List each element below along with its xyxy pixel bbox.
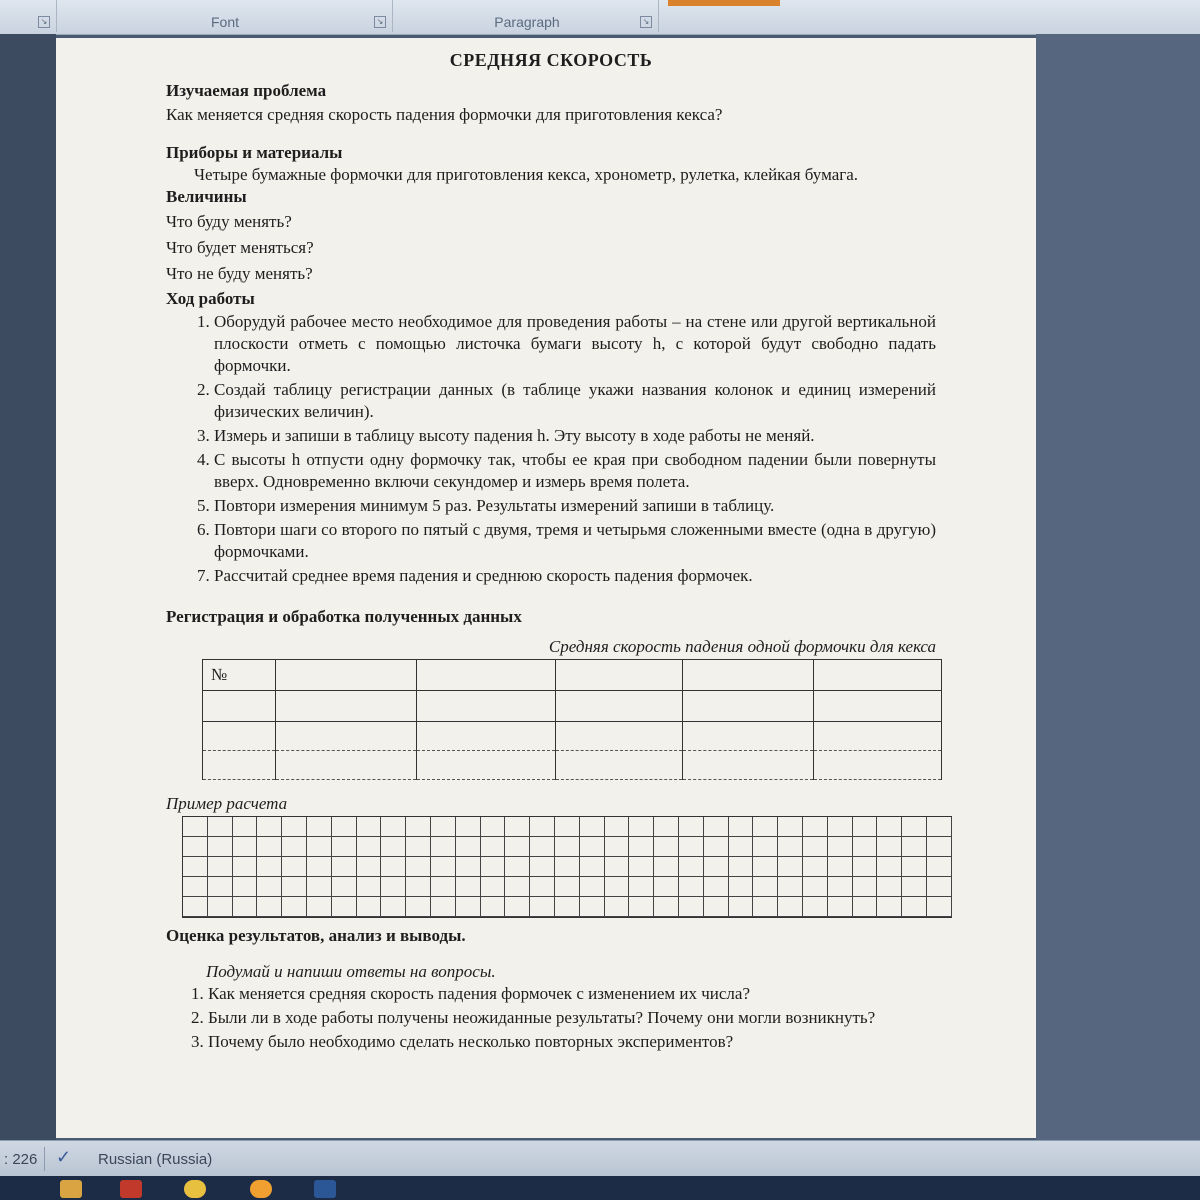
table-cell[interactable] — [417, 722, 556, 751]
grid-cell — [431, 817, 456, 837]
chrome-icon[interactable] — [184, 1180, 206, 1198]
grid-cell — [381, 817, 406, 837]
grid-cell — [828, 857, 853, 877]
quantities-heading: Величины — [166, 187, 247, 206]
ribbon-group-label: Paragraph — [494, 14, 560, 30]
procedure-step: 5. Повтори измерения минимум 5 раз. Результаты измерений запиши в таблицу. — [214, 495, 936, 517]
grid-cell — [456, 857, 481, 877]
grid-cell — [729, 897, 754, 917]
grid-cell — [505, 817, 530, 837]
grid-cell — [456, 877, 481, 897]
grid-cell — [803, 897, 828, 917]
grid-cell — [431, 897, 456, 917]
table-row — [203, 691, 942, 722]
ribbon — [0, 0, 1200, 35]
table-cell[interactable] — [556, 751, 683, 780]
document-body — [166, 50, 936, 1054]
grid-cell — [753, 857, 778, 877]
grid-cell — [282, 857, 307, 877]
grid-cell — [257, 837, 282, 857]
procedure-step: 2. Создай таблицу регистрации данных (в таблице укажи названия колонок и единиц измерений физических величин). — [214, 379, 936, 423]
language-indicator[interactable]: Russian (Russia) — [98, 1151, 213, 1168]
grid-cell — [555, 897, 580, 917]
grid-cell — [233, 817, 258, 837]
grid-cell — [307, 877, 332, 897]
grid-cell — [555, 877, 580, 897]
paragraph-dialog-launcher-icon[interactable]: ↘ — [640, 16, 652, 28]
registration-table[interactable] — [202, 659, 942, 780]
grid-cell — [183, 877, 208, 897]
grid-cell — [580, 817, 605, 837]
grid-cell — [481, 877, 506, 897]
grid-cell — [307, 837, 332, 857]
ribbon-group-font — [58, 0, 393, 32]
grid-cell — [530, 837, 555, 857]
grid-cell — [431, 857, 456, 877]
grid-cell — [803, 877, 828, 897]
grid-cell — [555, 837, 580, 857]
grid-cell — [257, 857, 282, 877]
status-divider — [44, 1147, 45, 1171]
grid-cell — [580, 877, 605, 897]
grid-cell — [233, 837, 258, 857]
example-label: Пример расчета — [166, 794, 288, 813]
table-row — [203, 722, 942, 751]
grid-cell — [704, 877, 729, 897]
grid-cell — [357, 897, 382, 917]
grid-cell — [853, 837, 878, 857]
grid-cell — [654, 857, 679, 877]
grid-cell — [332, 817, 357, 837]
grid-cell — [629, 857, 654, 877]
registration-heading: Регистрация и обработка полученных данных — [166, 607, 522, 626]
grid-cell — [456, 837, 481, 857]
grid-cell — [704, 897, 729, 917]
materials-text: Четыре бумажные формочки для приготовления кекса, хронометр, рулетка, клейкая бумага. — [194, 165, 859, 184]
grid-cell — [208, 897, 233, 917]
grid-cell — [357, 857, 382, 877]
grid-cell — [307, 857, 332, 877]
grid-cell — [257, 877, 282, 897]
table-cell[interactable] — [556, 691, 683, 722]
grid-cell — [282, 877, 307, 897]
grid-cell — [332, 897, 357, 917]
procedure-step: 1. Оборудуй рабочее место необходимое для проведения работы – на стене или другой вертикальной плоскости отметь с помощью листочка бумаги высоту h, с которой будут свободно падать формочки. — [214, 311, 936, 377]
grid-cell — [729, 857, 754, 877]
grid-cell — [406, 817, 431, 837]
quantity-item: Что буду менять? — [166, 212, 292, 231]
grid-cell — [927, 837, 952, 857]
left-workspace — [0, 34, 56, 1140]
table-cell[interactable] — [276, 751, 417, 780]
grid-cell — [381, 897, 406, 917]
evaluation-heading: Оценка результатов, анализ и выводы. — [166, 926, 466, 945]
grid-cell — [803, 837, 828, 857]
table-cell[interactable] — [814, 722, 942, 751]
grid-cell — [456, 897, 481, 917]
grid-cell — [332, 837, 357, 857]
question-item: 1. Как меняется средняя скорость падения формочек с изменением их числа? — [208, 982, 936, 1006]
table-row — [203, 751, 942, 780]
grid-cell — [877, 837, 902, 857]
grid-cell — [778, 837, 803, 857]
grid-cell — [208, 837, 233, 857]
grid-cell — [877, 877, 902, 897]
grid-cell — [605, 877, 630, 897]
grid-cell — [778, 817, 803, 837]
ribbon-group-label: Font — [210, 14, 239, 30]
grid-cell — [332, 857, 357, 877]
grid-cell — [530, 817, 555, 837]
table-cell[interactable] — [683, 751, 814, 780]
grid-cell — [729, 817, 754, 837]
grid-cell — [282, 837, 307, 857]
app-icon[interactable] — [120, 1180, 142, 1198]
grid-cell — [357, 817, 382, 837]
grid-cell — [704, 857, 729, 877]
table-cell[interactable] — [203, 751, 276, 780]
grid-cell — [357, 877, 382, 897]
grid-cell — [381, 877, 406, 897]
table-header-cell[interactable] — [417, 660, 556, 691]
procedure-steps — [166, 311, 936, 587]
grid-cell — [208, 857, 233, 877]
grid-cell — [654, 897, 679, 917]
grid-cell — [877, 857, 902, 877]
grid-cell — [307, 897, 332, 917]
table-cell[interactable] — [276, 722, 417, 751]
grid-cell — [233, 897, 258, 917]
grid-cell — [853, 877, 878, 897]
grid-cell — [778, 857, 803, 877]
grid-cell — [654, 877, 679, 897]
grid-cell — [580, 837, 605, 857]
grid-cell — [233, 857, 258, 877]
grid-cell — [803, 817, 828, 837]
grid-cell — [927, 877, 952, 897]
table-header-cell[interactable]: № — [203, 660, 276, 691]
table-header-cell[interactable] — [556, 660, 683, 691]
grid-cell — [902, 837, 927, 857]
grid-cell — [753, 877, 778, 897]
grid-cell — [406, 897, 431, 917]
grid-cell — [679, 837, 704, 857]
grid-cell — [580, 897, 605, 917]
style-gallery-selected[interactable] — [668, 0, 780, 6]
grid-cell — [530, 877, 555, 897]
grid-cell — [679, 897, 704, 917]
grid-cell — [828, 817, 853, 837]
grid-cell — [505, 877, 530, 897]
grid-cell — [555, 857, 580, 877]
grid-cell — [828, 897, 853, 917]
procedure-step: 3. Измерь и запиши в таблицу высоту падения h. Эту высоту в ходе работы не меняй. — [214, 425, 936, 447]
grid-cell — [406, 877, 431, 897]
grid-cell — [456, 817, 481, 837]
grid-cell — [729, 837, 754, 857]
grid-cell — [406, 837, 431, 857]
grid-cell — [778, 877, 803, 897]
grid-cell — [853, 817, 878, 837]
grid-cell — [406, 857, 431, 877]
grid-cell — [679, 857, 704, 877]
grid-cell — [183, 857, 208, 877]
word-count[interactable]: : 226 — [4, 1151, 38, 1168]
quantity-item: Что не буду менять? — [166, 264, 313, 283]
grid-cell — [605, 897, 630, 917]
table-cell[interactable] — [417, 751, 556, 780]
grid-cell — [257, 817, 282, 837]
font-dialog-launcher-icon[interactable]: ↘ — [374, 16, 386, 28]
grid-cell — [505, 857, 530, 877]
grid-cell — [927, 897, 952, 917]
table-cell[interactable] — [683, 722, 814, 751]
grid-cell — [183, 897, 208, 917]
grid-cell — [629, 837, 654, 857]
grid-cell — [753, 897, 778, 917]
grid-cell — [629, 877, 654, 897]
procedure-step: 7. Рассчитай среднее время падения и среднюю скорость падения формочек. — [214, 565, 936, 587]
browser-icon[interactable] — [250, 1180, 272, 1198]
grid-cell — [555, 817, 580, 837]
taskbar — [0, 1176, 1200, 1200]
grid-cell — [381, 857, 406, 877]
grid-cell — [282, 897, 307, 917]
grid-cell — [257, 897, 282, 917]
grid-cell — [605, 837, 630, 857]
table-header-cell[interactable] — [683, 660, 814, 691]
grid-cell — [332, 877, 357, 897]
grid-cell — [753, 817, 778, 837]
grid-cell — [853, 897, 878, 917]
grid-cell — [530, 857, 555, 877]
grid-cell — [233, 877, 258, 897]
table-header-row — [203, 660, 942, 691]
status-bar — [0, 1140, 1200, 1177]
table-cell[interactable] — [814, 691, 942, 722]
quantity-item: Что будет меняться? — [166, 238, 314, 257]
table-caption: Средняя скорость падения одной формочки для кекса — [548, 637, 936, 656]
table-cell[interactable] — [203, 722, 276, 751]
grid-cell — [704, 817, 729, 837]
grid-cell — [282, 817, 307, 837]
table-header-cell[interactable] — [814, 660, 942, 691]
ribbon-group-paragraph — [396, 0, 659, 32]
table-cell[interactable] — [276, 691, 417, 722]
page-title: СРЕДНЯЯ СКОРОСТЬ — [449, 50, 653, 70]
grid-cell — [307, 817, 332, 837]
problem-text: Как меняется средняя скорость падения формочки для приготовления кекса? — [166, 105, 723, 124]
questions-list — [166, 982, 936, 1054]
grid-cell — [481, 857, 506, 877]
grid-cell — [605, 857, 630, 877]
word-icon[interactable] — [314, 1180, 336, 1198]
grid-cell — [828, 837, 853, 857]
grid-cell — [431, 837, 456, 857]
grid-cell — [530, 897, 555, 917]
procedure-step: 6. Повтори шаги со второго по пятый с двумя, тремя и четырьмя сложенными вместе (одна в другую) формочками. — [214, 519, 936, 563]
grid-cell — [183, 837, 208, 857]
grid-cell — [481, 837, 506, 857]
grid-cell — [902, 897, 927, 917]
folder-icon[interactable] — [60, 1180, 82, 1198]
grid-cell — [803, 857, 828, 877]
materials-heading: Приборы и материалы — [166, 143, 343, 162]
grid-cell — [357, 837, 382, 857]
grid-cell — [605, 817, 630, 837]
grid-cell — [902, 877, 927, 897]
grid-cell — [505, 837, 530, 857]
table-cell[interactable] — [203, 691, 276, 722]
grid-cell — [183, 817, 208, 837]
grid-cell — [431, 877, 456, 897]
grid-cell — [654, 837, 679, 857]
questions-intro: Подумай и напиши ответы на вопросы. — [206, 962, 496, 981]
calculation-grid[interactable] — [182, 816, 952, 918]
right-workspace — [1036, 34, 1200, 1140]
grid-cell — [629, 897, 654, 917]
grid-cell — [704, 837, 729, 857]
table-cell[interactable] — [556, 722, 683, 751]
grid-cell — [729, 877, 754, 897]
grid-cell — [580, 857, 605, 877]
grid-cell — [505, 897, 530, 917]
grid-cell — [853, 857, 878, 877]
grid-cell — [778, 897, 803, 917]
grid-cell — [208, 877, 233, 897]
grid-cell — [481, 817, 506, 837]
procedure-step: 4. С высоты h отпусти одну формочку так, чтобы ее края при свободном падении были повернуты вверх. Одновременно включи секундомер и измерь время полета. — [214, 449, 936, 493]
dialog-launcher-icon[interactable]: ↘ — [38, 16, 50, 28]
grid-cell — [877, 817, 902, 837]
table-cell[interactable] — [417, 691, 556, 722]
proofing-check-icon[interactable]: ✓ — [56, 1147, 72, 1167]
grid-cell — [481, 897, 506, 917]
grid-cell — [381, 837, 406, 857]
question-item: 3. Почему было необходимо сделать несколько повторных экспериментов? — [208, 1030, 936, 1054]
grid-cell — [902, 857, 927, 877]
table-cell[interactable] — [814, 751, 942, 780]
procedure-heading: Ход работы — [166, 289, 255, 308]
grid-cell — [877, 897, 902, 917]
grid-cell — [753, 837, 778, 857]
grid-cell — [679, 817, 704, 837]
grid-cell — [828, 877, 853, 897]
grid-cell — [629, 817, 654, 837]
grid-cell — [927, 817, 952, 837]
ribbon-group-clipboard — [0, 0, 57, 32]
document-page[interactable] — [56, 38, 1036, 1138]
question-item: 2. Были ли в ходе работы получены неожиданные результаты? Почему они могли возникнуть? — [208, 1006, 936, 1030]
grid-cell — [654, 817, 679, 837]
problem-heading: Изучаемая проблема — [166, 81, 327, 100]
table-cell[interactable] — [683, 691, 814, 722]
grid-cell — [927, 857, 952, 877]
grid-cell — [902, 817, 927, 837]
grid-cell — [679, 877, 704, 897]
table-header-cell[interactable] — [276, 660, 417, 691]
grid-cell — [208, 817, 233, 837]
